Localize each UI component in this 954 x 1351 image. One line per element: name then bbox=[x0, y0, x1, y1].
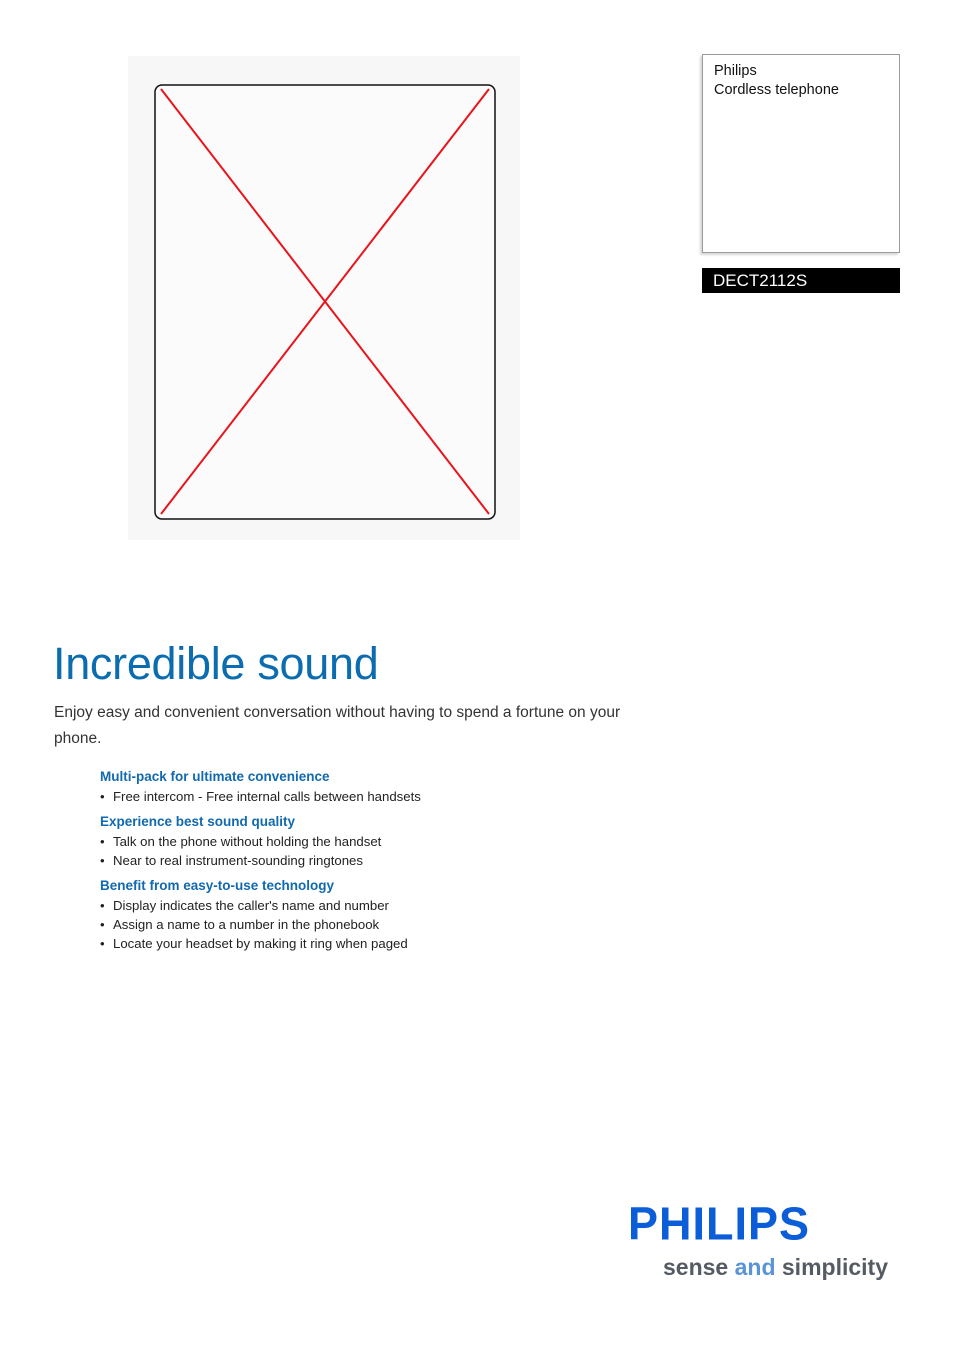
feature-heading: Experience best sound quality bbox=[100, 814, 296, 829]
model-number-bar: DECT2112S bbox=[702, 268, 900, 293]
brand-name: Philips bbox=[714, 63, 757, 79]
feature-bullet: • Free intercom - Free internal calls between handsets bbox=[100, 789, 421, 804]
feature-bullet: • Talk on the phone without holding the handset bbox=[100, 834, 382, 849]
tagline: sense and simplicity bbox=[663, 1254, 888, 1280]
headline: Incredible sound bbox=[53, 638, 379, 689]
feature-bullet: • Display indicates the caller's name and number bbox=[100, 898, 389, 913]
intro-text: Enjoy easy and convenient conversation without having to spend a fortune on your phone. bbox=[54, 704, 621, 747]
philips-logo: PHILIPS bbox=[628, 1197, 811, 1250]
feature-heading: Multi-pack for ultimate convenience bbox=[100, 769, 330, 784]
feature-heading: Benefit from easy-to-use technology bbox=[100, 878, 335, 893]
product-type: Cordless telephone bbox=[714, 82, 839, 98]
product-info-box bbox=[702, 54, 900, 253]
image-placeholder bbox=[154, 84, 496, 520]
feature-bullet: • Locate your headset by making it ring when paged bbox=[100, 936, 408, 951]
feature-bullet: • Assign a name to a number in the phonebook bbox=[100, 917, 380, 932]
feature-bullet: • Near to real instrument-sounding ringtones bbox=[100, 853, 363, 868]
